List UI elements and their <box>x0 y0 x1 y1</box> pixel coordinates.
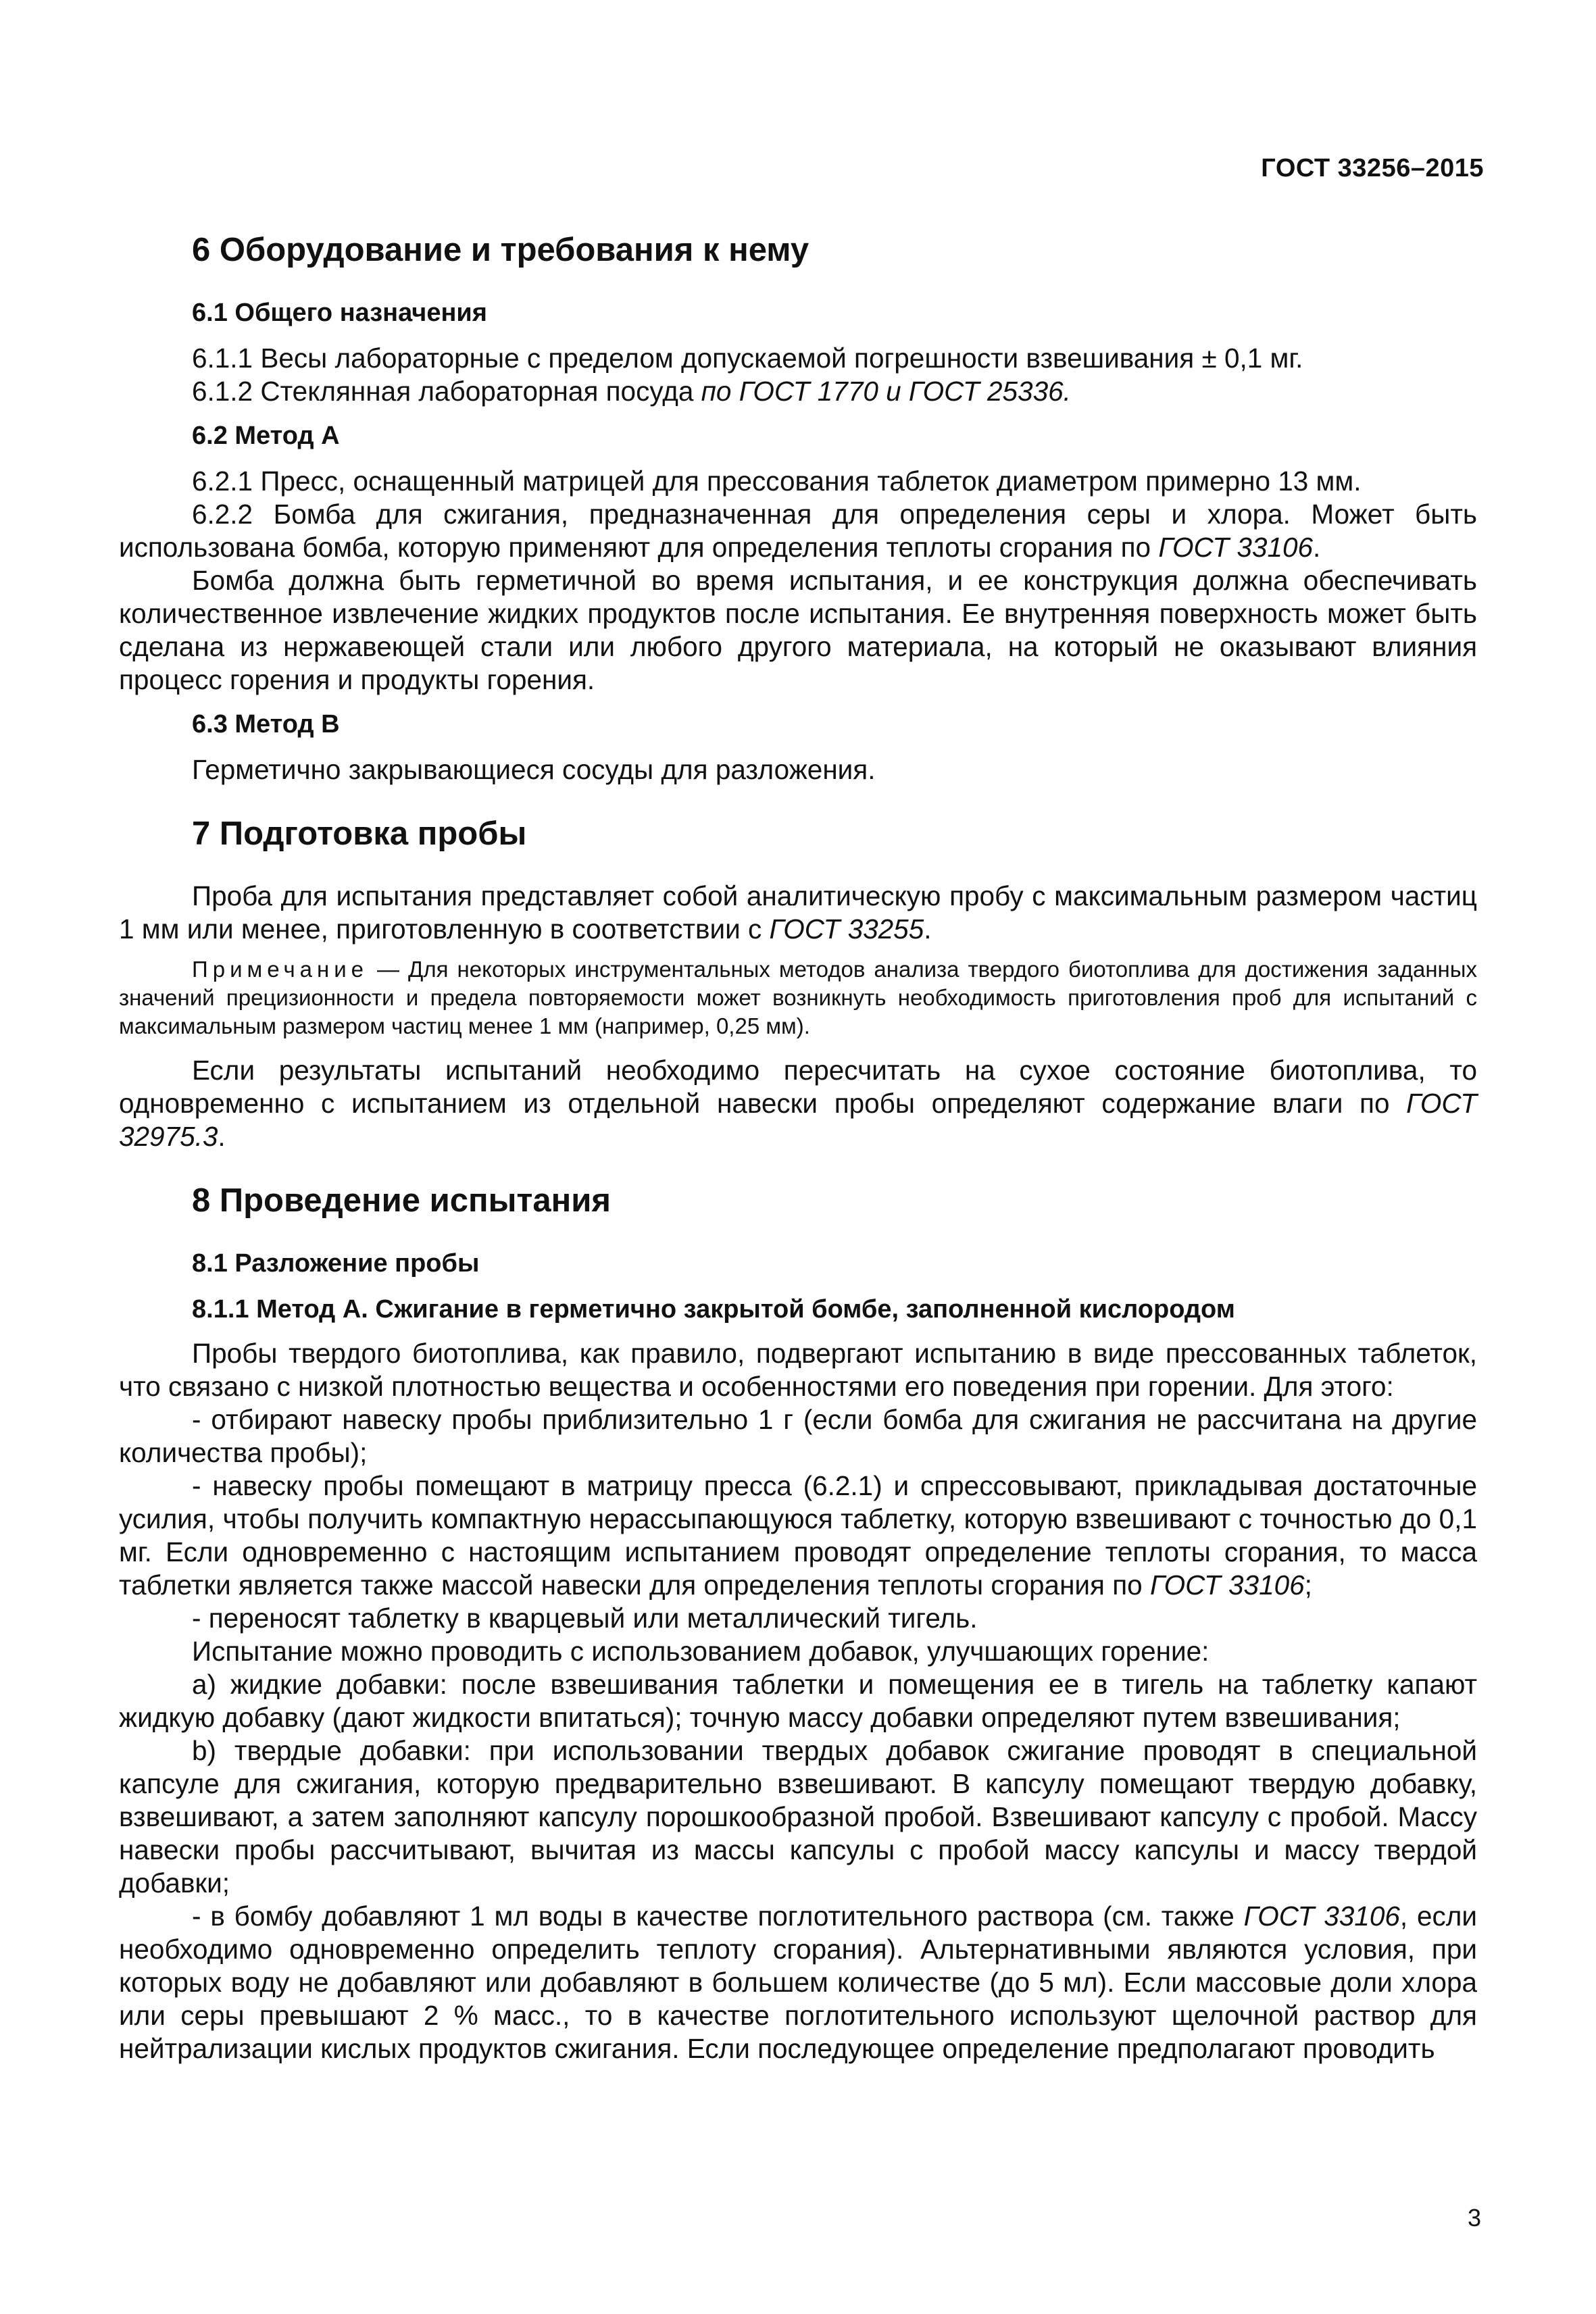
note-label: Примечание <box>192 957 369 982</box>
section-7-heading: 7 Подготовка пробы <box>192 815 527 852</box>
gost-reference: ГОСТ 33106 <box>1158 532 1314 563</box>
paragraph-6-1-1: 6.1.1 Весы лабораторные с пределом допускаемой погрешности взвешивания ± 0,1 мг. <box>192 343 1303 374</box>
gost-reference: ГОСТ 33106 <box>1149 1569 1305 1601</box>
paragraph-8-6: а) жидкие добавки: после взвешивания таблетки и помещения ее в тигель на таблетку капают жидкую добавку (дают жидкости впитаться); точную массу добавки определяют путем взвешивания; <box>119 1669 1477 1733</box>
document-code: ГОСТ 33256–2015 <box>1261 154 1484 182</box>
paragraph-6-1-2: 6.1.2 Стеклянная лабораторная посуда по ГОСТ 1770 и ГОСТ 25336. <box>192 376 1071 407</box>
note <box>119 955 1477 1040</box>
paragraph-6-3-1: Герметично закрывающиеся сосуды для разложения. <box>192 754 876 785</box>
gost-reference: ГОСТ 33106 <box>1243 1901 1400 1932</box>
page-number: 3 <box>1467 2204 1481 2232</box>
gost-reference: ГОСТ 32975.3 <box>119 1088 1477 1152</box>
paragraph-6-2-2: 6.2.2 Бомба для сжигания, предназначенная для определения серы и хлора. Может быть использована бомба, которую применяют для определения теплоты сгорания по ГОСТ 33106. <box>119 499 1477 563</box>
subsection-8-1-1-heading: 8.1.1 Метод А. Сжигание в герметично закрытой бомбе, заполненной кислородом <box>192 1295 1235 1324</box>
page-content <box>119 230 1477 2065</box>
paragraph-8-1: Пробы твердого биотоплива, как правило, подвергают испытанию в виде прессованных таблеток, что связано с низкой плотностью вещества и особенностями его поведения при горении. Для этого: <box>119 1338 1477 1402</box>
paragraph-7-2: Если результаты испытаний необходимо пересчитать на сухое состояние биотоплива, то одновременно с испытанием из отдельной навески пробы определяют содержание влаги по ГОСТ 32975.3. <box>119 1055 1477 1152</box>
subsection-6-3-heading: 6.3 Метод В <box>192 710 340 738</box>
paragraph-8-5: Испытание можно проводить с использованием добавок, улучшающих горение: <box>192 1636 1210 1667</box>
subsection-6-1-heading: 6.1 Общего назначения <box>192 299 487 327</box>
subsection-6-2-heading: 6.2 Метод А <box>192 422 340 450</box>
paragraph-6-2-1: 6.2.1 Пресс, оснащенный матрицей для прессования таблеток диаметром примерно 13 мм. <box>192 466 1362 497</box>
note-text: — Для некоторых инструментальных методов анализа твердого биотоплива для достижения заданных значений прецизионности и предела повторяемости может возникнуть необходимость приготовления проб для испытаний с максимальным размером частиц менее 1 мм (например, 0,25 мм). <box>119 957 1477 1038</box>
paragraph-7-1: Проба для испытания представляет собой аналитическую пробу с максимальным размером частиц 1 мм или менее, приготовленную в соответствии с ГОСТ 33255. <box>119 880 1477 945</box>
paragraph-8-7: b) твердые добавки: при использовании твердых добавок сжигание проводят в специальной капсуле для сжигания, которую предварительно взвешивают. В капсулу помещают твердую добавку, взвешивают, а затем заполняют капсулу порошкообразной пробой. Взвешивают капсулу с пробой. Массу навески пробы рассчитывают, вычитая из массы капсулы с пробой массу капсулы и массу твердой добавки; <box>119 1735 1477 1898</box>
section-6-heading: 6 Оборудование и требования к нему <box>192 232 809 268</box>
gost-reference: ГОСТ 33255 <box>769 913 924 945</box>
paragraph-6-2-3: Бомба должна быть герметичной во время испытания, и ее конструкция должна обеспечивать количественное извлечение жидких продуктов после испытания. Ее внутренняя поверхность может быть сделана из нержавеющей стали или любого другого материала, на который не оказывают влияния процесс горения и продукты горения. <box>119 565 1477 695</box>
paragraph-8-3: - навеску пробы помещают в матрицу пресса (6.2.1) и спрессовывают, прикладывая достаточные усилия, чтобы получить компактную нерассыпающуюся таблетку, которую взвешивают с точностью до 0,1 мг. Если одновременно с настоящим испытанием проводят определение теплоты сгорания, то масса таблетки является также массой навески для определения теплоты сгорания по ГОСТ 33106; <box>119 1470 1477 1601</box>
paragraph-8-4: - переносят таблетку в кварцевый или металлический тигель. <box>192 1603 978 1634</box>
subsection-8-1-heading: 8.1 Разложение пробы <box>192 1249 480 1278</box>
paragraph-8-8: - в бомбу добавляют 1 мл воды в качестве поглотительного раствора (см. также ГОСТ 33106, если необходимо одновременно определить теплоту сгорания). Альтернативными являются условия, при которых воду не добавляют или добавляют в большем количестве (до 5 мл). Если массовые доли хлора или серы превышают 2 % масс., то в качестве поглотительного используют щелочной раствор для нейтрализации кислых продуктов сжигания. Если последующее определение предполагают проводить <box>119 1901 1477 2064</box>
section-8-heading: 8 Проведение испытания <box>192 1182 611 1219</box>
gost-reference: по ГОСТ 1770 и ГОСТ 25336. <box>701 376 1071 407</box>
paragraph-8-2: - отбирают навеску пробы приблизительно 1 г (если бомба для сжигания не рассчитана на другие количества пробы); <box>119 1404 1477 1468</box>
